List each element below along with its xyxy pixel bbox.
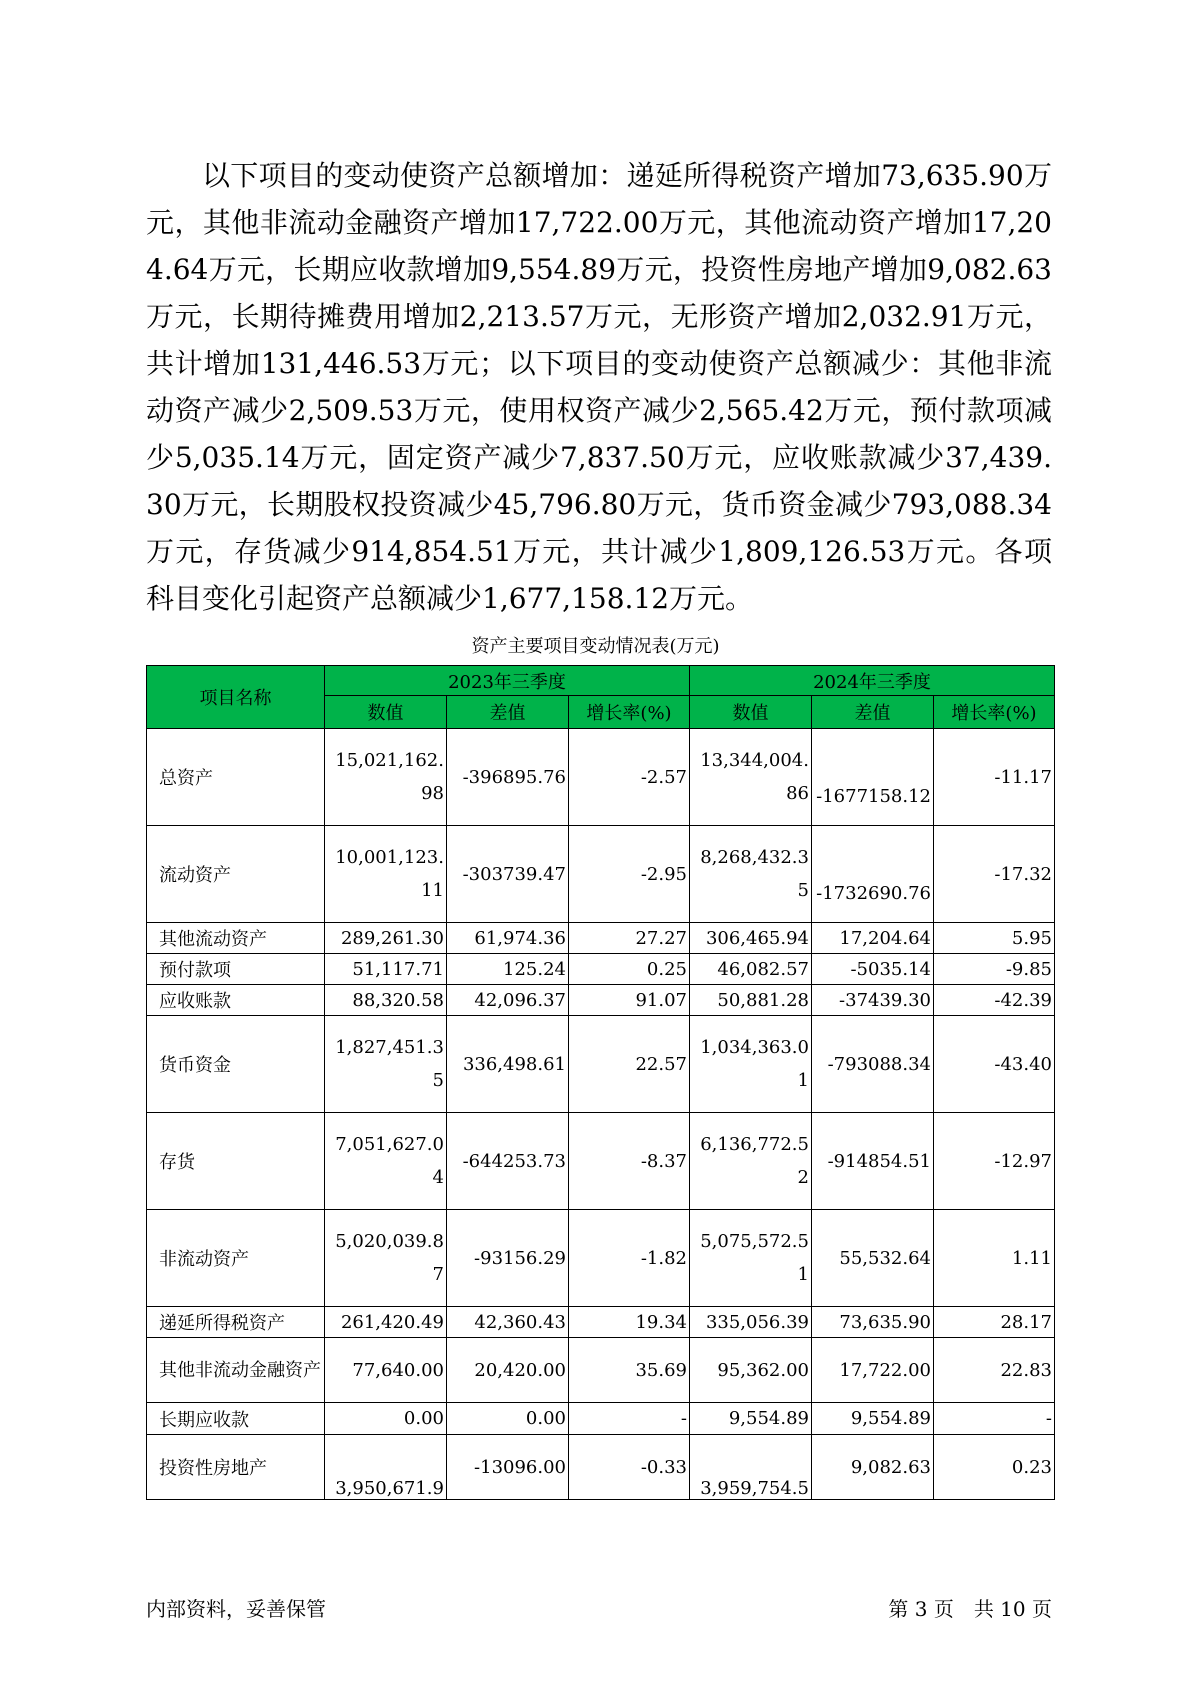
- cell-diff-2024: 9,082.63: [812, 1435, 934, 1500]
- cell-rate-2023: 91.07: [569, 985, 690, 1016]
- cell-diff-2024: -1677158.12: [812, 729, 934, 826]
- cell-value-2023: 77,640.00: [325, 1338, 447, 1403]
- header-diff-2023: 差值: [447, 696, 569, 729]
- row-name: 预付款项: [147, 954, 325, 985]
- row-name: 货币资金: [147, 1016, 325, 1113]
- footer-page-number: 第 3 页 共 10 页: [888, 1597, 1052, 1621]
- cell-diff-2023: -303739.47: [447, 826, 569, 923]
- cell-value-2024: 8,268,432.35: [690, 826, 812, 923]
- header-diff-2024: 差值: [812, 696, 934, 729]
- cell-diff-2023: -644253.73: [447, 1113, 569, 1210]
- cell-value-2023: 7,051,627.04: [325, 1113, 447, 1210]
- body-paragraph: 以下项目的变动使资产总额增加：递延所得税资产增加73,635.90万元，其他非流动金融资产增加17,722.00万元，其他流动资产增加17,204.64万元，长期应收款增加9,554.89万元，投资性房地产增加9,082.63万元，长期待摊费用增加2,213.57万元，无形资产增加2,032.91万元，共计增加131,446.53万元；以下项目的变动使资产总额减少：其他非流动资产减少2,509.53万元，使用权资产减少2,565.42万元，预付款项减少5,035.14万元，固定资产减少7,837.50万元，应收账款减少37,439.30万元，长期股权投资减少45,796.80万元，货币资金减少793,088.34万元，存货减少914,854.51万元，共计减少1,809,126.53万元。各项科目变化引起资产总额减少1,677,158.12万元。: [146, 159, 1052, 615]
- row-name: 非流动资产: [147, 1210, 325, 1307]
- table-caption: 资产主要项目变动情况表(万元): [471, 636, 720, 657]
- cell-value-2024: 6,136,772.52: [690, 1113, 812, 1210]
- cell-rate-2023: -1.82: [569, 1210, 690, 1307]
- cell-rate-2023: -2.95: [569, 826, 690, 923]
- row-name: 其他流动资产: [147, 923, 325, 954]
- cell-rate-2024: -11.17: [934, 729, 1055, 826]
- footer-confidential-note: 内部资料，妥善保管: [146, 1597, 326, 1621]
- cell-value-2023: 15,021,162.98: [325, 729, 447, 826]
- cell-rate-2024: -12.97: [934, 1113, 1055, 1210]
- cell-value-2024: 95,362.00: [690, 1338, 812, 1403]
- cell-diff-2024: 17,204.64: [812, 923, 934, 954]
- table-row: [147, 985, 1055, 1016]
- cell-value-2023: 3,950,671.9: [325, 1435, 447, 1500]
- cell-value-2024: 9,554.89: [690, 1403, 812, 1435]
- cell-value-2024: 13,344,004.86: [690, 729, 812, 826]
- cell-diff-2023: 42,096.37: [447, 985, 569, 1016]
- cell-diff-2023: 42,360.43: [447, 1307, 569, 1338]
- cell-value-2023: 10,001,123.11: [325, 826, 447, 923]
- cell-rate-2023: 27.27: [569, 923, 690, 954]
- cell-rate-2023: -0.33: [569, 1435, 690, 1500]
- cell-diff-2024: -914854.51: [812, 1113, 934, 1210]
- cell-rate-2023: -2.57: [569, 729, 690, 826]
- cell-rate-2023: 19.34: [569, 1307, 690, 1338]
- cell-diff-2023: 336,498.61: [447, 1016, 569, 1113]
- cell-rate-2023: -8.37: [569, 1113, 690, 1210]
- cell-diff-2023: -396895.76: [447, 729, 569, 826]
- cell-diff-2024: 55,532.64: [812, 1210, 934, 1307]
- cell-diff-2023: -13096.00: [447, 1435, 569, 1500]
- table-row: [147, 1435, 1055, 1500]
- cell-value-2023: 261,420.49: [325, 1307, 447, 1338]
- header-rate-2024: 增长率(%): [934, 696, 1055, 729]
- cell-value-2023: 289,261.30: [325, 923, 447, 954]
- table-row: [147, 1113, 1055, 1210]
- cell-value-2024: 46,082.57: [690, 954, 812, 985]
- cell-value-2023: 1,827,451.35: [325, 1016, 447, 1113]
- cell-rate-2023: 35.69: [569, 1338, 690, 1403]
- cell-rate-2024: -43.40: [934, 1016, 1055, 1113]
- cell-diff-2024: 17,722.00: [812, 1338, 934, 1403]
- cell-diff-2023: 20,420.00: [447, 1338, 569, 1403]
- header-period-2023: 2023年三季度: [325, 666, 690, 696]
- cell-value-2024: 3,959,754.5: [690, 1435, 812, 1500]
- table-row: [147, 826, 1055, 923]
- cell-diff-2023: 0.00: [447, 1403, 569, 1435]
- cell-diff-2024: -1732690.76: [812, 826, 934, 923]
- cell-rate-2024: -9.85: [934, 954, 1055, 985]
- header-rate-2023: 增长率(%): [569, 696, 690, 729]
- cell-value-2023: 51,117.71: [325, 954, 447, 985]
- cell-value-2023: 88,320.58: [325, 985, 447, 1016]
- cell-rate-2024: -17.32: [934, 826, 1055, 923]
- cell-rate-2024: -: [934, 1403, 1055, 1435]
- cell-rate-2024: 1.11: [934, 1210, 1055, 1307]
- table-row: [147, 1338, 1055, 1403]
- table-row: [147, 923, 1055, 954]
- cell-rate-2024: -42.39: [934, 985, 1055, 1016]
- row-name: 其他非流动金融资产: [147, 1338, 325, 1403]
- cell-rate-2023: 0.25: [569, 954, 690, 985]
- row-name: 投资性房地产: [147, 1435, 325, 1500]
- row-name: 总资产: [147, 729, 325, 826]
- row-name: 流动资产: [147, 826, 325, 923]
- row-name: 长期应收款: [147, 1403, 325, 1435]
- cell-rate-2024: 5.95: [934, 923, 1055, 954]
- cell-value-2024: 335,056.39: [690, 1307, 812, 1338]
- table-row: [147, 729, 1055, 826]
- cell-diff-2023: 125.24: [447, 954, 569, 985]
- cell-diff-2024: 73,635.90: [812, 1307, 934, 1338]
- cell-diff-2024: -793088.34: [812, 1016, 934, 1113]
- table-row: [147, 1210, 1055, 1307]
- cell-value-2024: 5,075,572.51: [690, 1210, 812, 1307]
- header-value-2023: 数值: [325, 696, 447, 729]
- row-name: 存货: [147, 1113, 325, 1210]
- cell-rate-2024: 28.17: [934, 1307, 1055, 1338]
- cell-rate-2023: 22.57: [569, 1016, 690, 1113]
- cell-rate-2024: 0.23: [934, 1435, 1055, 1500]
- cell-value-2023: 5,020,039.87: [325, 1210, 447, 1307]
- cell-value-2024: 306,465.94: [690, 923, 812, 954]
- table-row: [147, 1307, 1055, 1338]
- cell-diff-2024: 9,554.89: [812, 1403, 934, 1435]
- cell-diff-2023: 61,974.36: [447, 923, 569, 954]
- cell-rate-2023: -: [569, 1403, 690, 1435]
- table-row: [147, 1403, 1055, 1435]
- cell-value-2024: 1,034,363.01: [690, 1016, 812, 1113]
- cell-diff-2024: -5035.14: [812, 954, 934, 985]
- table-row: [147, 1016, 1055, 1113]
- header-period-2024: 2024年三季度: [690, 666, 1055, 696]
- cell-diff-2023: -93156.29: [447, 1210, 569, 1307]
- cell-value-2023: 0.00: [325, 1403, 447, 1435]
- cell-value-2024: 50,881.28: [690, 985, 812, 1016]
- table-row: [147, 954, 1055, 985]
- header-item-name: 项目名称: [147, 666, 325, 729]
- cell-rate-2024: 22.83: [934, 1338, 1055, 1403]
- asset-change-table: [146, 665, 1055, 1500]
- header-value-2024: 数值: [690, 696, 812, 729]
- cell-diff-2024: -37439.30: [812, 985, 934, 1016]
- row-name: 递延所得税资产: [147, 1307, 325, 1338]
- row-name: 应收账款: [147, 985, 325, 1016]
